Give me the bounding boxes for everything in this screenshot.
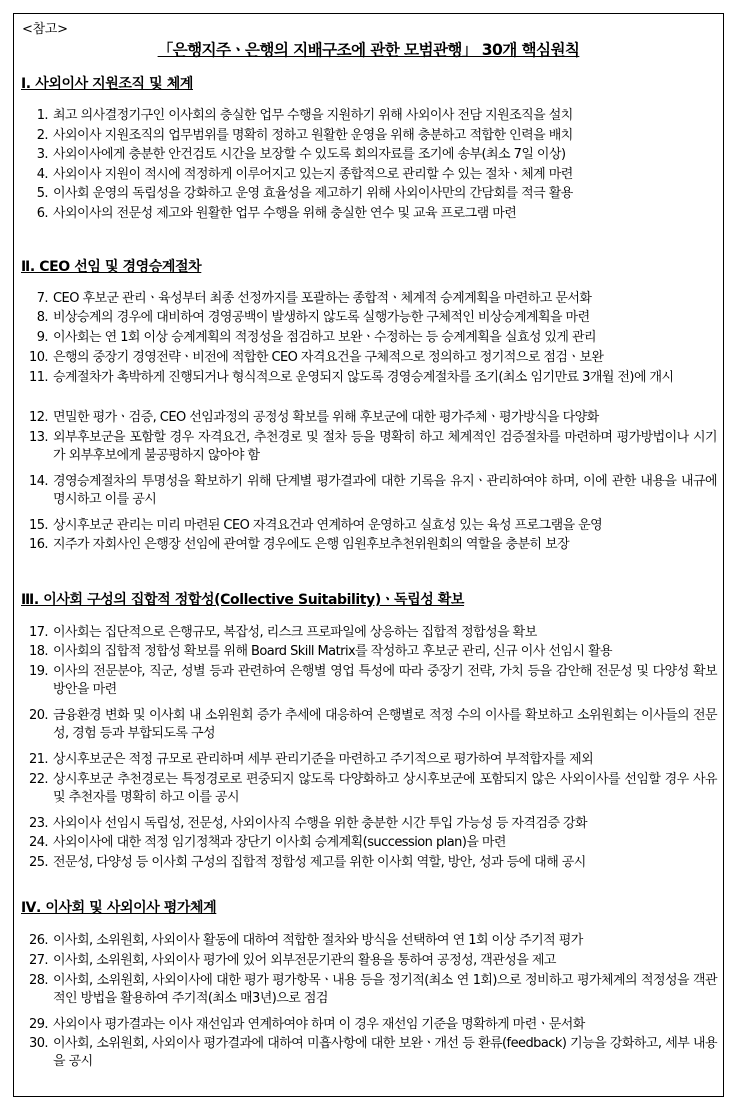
- principle-item: [21, 952, 719, 970]
- principle-text: 경영승계절차의 투명성을 확보하기 위해 단계별 평가결과에 대한 기록을 유지ㆍ관리하여야 하며, 이에 관한 내용을 내규에 명시하고 이를 공시: [53, 474, 717, 507]
- principle-item: [21, 166, 719, 184]
- principle-number: 24.: [28, 835, 48, 850]
- principle-text: 상시후보군 관리는 미리 마련된 CEO 자격요건과 연계하여 운영하고 실효성 있는 육성 프로그램을 운영: [53, 518, 603, 533]
- principle-item: [21, 205, 719, 223]
- principle-item: [21, 707, 719, 743]
- principle-text: 이사회는 집단적으로 은행규모, 복잡성, 리스크 프로파일에 상응하는 집합적 정합성을 확보: [53, 625, 537, 640]
- section-heading: Ⅲ. 이사회 구성의 집합적 정합성(Collective Suitability)ㆍ독립성 확보: [21, 592, 465, 608]
- principle-number: 14.: [28, 474, 48, 489]
- principle-item: [21, 127, 719, 145]
- principle-text: 이사회는 연 1회 이상 승계계획의 적정성을 점검하고 보완ㆍ수정하는 등 승계계획을 실효성 있게 관리: [53, 330, 597, 345]
- principle-text: 면밀한 평가ㆍ검증, CEO 선임과정의 공정성 확보를 위해 후보군에 대한 평가주체ㆍ평가방식을 다양화: [53, 410, 599, 425]
- principle-number: 8.: [36, 310, 48, 325]
- principle-item: [21, 972, 719, 1008]
- principle-text: 상시후보군은 적정 규모로 관리하며 세부 관리기준을 마련하고 주기적으로 평가하여 부적합자를 제외: [53, 752, 594, 767]
- principle-item: [21, 815, 719, 833]
- principle-item: [21, 146, 719, 164]
- principle-item: [21, 854, 719, 872]
- principle-number: 2.: [36, 128, 48, 143]
- principle-item: [21, 369, 719, 387]
- principle-text: 금융환경 변화 및 이사회 내 소위원회 증가 추세에 대응하여 은행별로 적정 수의 이사를 확보하고 소위원회는 이사들의 전문성, 경험 등과 부합되도록 구성: [53, 708, 717, 741]
- principle-number: 27.: [28, 953, 48, 968]
- principle-text: 이사회, 소위원회, 사외이사 평가결과에 대하여 미흡사항에 대한 보완ㆍ개선 등 환류(feedback) 기능을 강화하고, 세부 내용을 공시: [53, 1036, 717, 1069]
- principle-item: [21, 663, 719, 699]
- principle-text: 상시후보군 추천경로는 특정경로로 편중되지 않도록 다양화하고 상시후보군에 포함되지 않은 사외이사를 선임할 경우 사유 및 추천자를 명확히 하고 이를 공시: [53, 772, 717, 805]
- principle-item: [21, 624, 719, 642]
- principle-number: 15.: [28, 518, 48, 533]
- principle-text: 이사회, 소위원회, 사외이사 활동에 대하여 적합한 절차와 방식을 선택하여 연 1회 이상 주기적 평가: [53, 933, 583, 948]
- principle-text: 사외이사 지원조직의 업무범위를 명확히 정하고 원활한 운영을 위해 충분하고 적합한 인력을 배치: [53, 128, 573, 143]
- principle-number: 17.: [28, 625, 48, 640]
- principle-item: [21, 751, 719, 769]
- principle-text: 사외이사 선임시 독립성, 전문성, 사외이사직 수행을 위한 충분한 시간 투입 가능성 등 자격검증 강화: [53, 816, 588, 831]
- principle-text: 사외이사에게 충분한 안건검토 시간을 보장할 수 있도록 회의자료를 조기에 송부(최소 7일 이상): [53, 147, 566, 162]
- principle-text: 이사회의 집합적 정합성 확보를 위해 Board Skill Matrix를 작성하고 후보군 관리, 신규 이사 선임시 활용: [53, 644, 612, 659]
- principle-number: 10.: [28, 350, 48, 365]
- principle-text: 이사회 운영의 독립성을 강화하고 운영 효율성을 제고하기 위해 사외이사만의 간담회를 적극 활용: [53, 186, 573, 201]
- principle-number: 20.: [28, 708, 48, 723]
- principle-number: 30.: [28, 1036, 48, 1051]
- principle-number: 9.: [36, 330, 48, 345]
- principle-text: 사외이사 평가결과는 이사 재선임과 연계하여야 하며 이 경우 재선임 기준을 명확하게 마련ㆍ문서화: [53, 1017, 585, 1032]
- principle-number: 28.: [28, 973, 48, 988]
- principle-number: 18.: [28, 644, 48, 659]
- principle-text: 사외이사에 대한 적정 임기정책과 장단기 이사회 승계계획(succession plan)을 마련: [53, 835, 506, 850]
- principle-item: [21, 107, 719, 125]
- principle-number: 25.: [28, 855, 48, 870]
- principle-number: 22.: [28, 772, 48, 787]
- principle-number: 13.: [28, 430, 48, 445]
- principle-number: 19.: [28, 664, 48, 679]
- principle-number: 3.: [36, 147, 48, 162]
- principle-item: [21, 932, 719, 950]
- principle-text: 은행의 중장기 경영전략ㆍ비전에 적합한 CEO 자격요건을 구체적으로 정의하고 정기적으로 점검ㆍ보완: [53, 350, 604, 365]
- principle-item: [21, 290, 719, 308]
- principle-text: 이사회, 소위원회, 사외이사 평가에 있어 외부전문기관의 활용을 통하여 공정성, 객관성을 제고: [53, 953, 556, 968]
- principle-number: 12.: [28, 410, 48, 425]
- principle-text: 외부후보군을 포함할 경우 자격요건, 추천경로 및 절차 등을 명확히 하고 체계적인 검증절차를 마련하며 평가방법이나 시기가 외부후보에게 불공평하지 않아야 함: [53, 430, 717, 463]
- principle-number: 5.: [36, 186, 48, 201]
- principle-item: [21, 1035, 719, 1071]
- principle-number: 1.: [36, 108, 48, 123]
- section-heading: Ⅱ. CEO 선임 및 경영승계절차: [21, 259, 202, 275]
- principle-text: 전문성, 다양성 등 이사회 구성의 집합적 정합성 제고를 위한 이사회 역할, 방안, 성과 등에 대해 공시: [53, 855, 586, 870]
- principle-item: [21, 309, 719, 327]
- reference-box: [13, 13, 724, 1097]
- section-heading: Ⅰ. 사외이사 지원조직 및 체계: [21, 76, 193, 92]
- principle-text: 승계절차가 촉박하게 진행되거나 형식적으로 운영되지 않도록 경영승계절차를 조기(최소 임기만료 3개월 전)에 개시: [53, 370, 674, 385]
- principle-number: 26.: [28, 933, 48, 948]
- principle-text: 사외이사 지원이 적시에 적정하게 이루어지고 있는지 종합적으로 관리할 수 있는 절차ㆍ체계 마련: [53, 167, 573, 182]
- reference-tag: <참고>: [22, 22, 68, 37]
- principle-number: 16.: [28, 537, 48, 552]
- principle-text: 이사회, 소위원회, 사외이사에 대한 평가 평가항목ㆍ내용 등을 정기적(최소 연 1회)으로 정비하고 평가체계의 적정성을 객관적인 방법을 활용하여 주기적(최소 매3년)으로 점검: [53, 973, 717, 1006]
- principle-text: 이사의 전문분야, 직군, 성별 등과 관련하여 은행별 영업 특성에 따라 중장기 전략, 가치 등을 감안해 전문성 및 다양성 확보 방안을 마련: [53, 664, 717, 697]
- principle-item: [21, 834, 719, 852]
- principle-number: 11.: [28, 370, 48, 385]
- principle-item: [21, 429, 719, 465]
- principle-text: 최고 의사결정기구인 이사회의 충실한 업무 수행을 지원하기 위해 사외이사 전담 지원조직을 설치: [53, 108, 573, 123]
- document-title: 「은행지주ㆍ은행의 지배구조에 관한 모범관행」 30개 핵심원칙: [157, 41, 580, 59]
- section-heading: Ⅳ. 이사회 및 사외이사 평가체계: [21, 900, 217, 916]
- principle-number: 7.: [36, 291, 48, 306]
- principle-item: [21, 517, 719, 535]
- principle-number: 4.: [36, 167, 48, 182]
- principle-item: [21, 473, 719, 509]
- principle-item: [21, 329, 719, 347]
- principle-item: [21, 536, 719, 554]
- principle-item: [21, 185, 719, 203]
- principle-item: [21, 771, 719, 807]
- principle-text: CEO 후보군 관리ㆍ육성부터 최종 선정까지를 포괄하는 종합적ㆍ체계적 승계계획을 마련하고 문서화: [53, 291, 592, 306]
- principle-number: 21.: [28, 752, 48, 767]
- principle-item: [21, 349, 719, 367]
- principle-number: 29.: [28, 1017, 48, 1032]
- principle-item: [21, 643, 719, 661]
- principle-text: 지주가 자회사인 은행장 선임에 관여할 경우에도 은행 임원후보추천위원회의 역할을 충분히 보장: [53, 537, 570, 552]
- principle-item: [21, 1016, 719, 1034]
- principle-number: 23.: [28, 816, 48, 831]
- principle-text: 비상승계의 경우에 대비하여 경영공백이 발생하지 않도록 실행가능한 구체적인 비상승계계획을 마련: [53, 310, 590, 325]
- principle-item: [21, 409, 719, 427]
- principle-text: 사외이사의 전문성 제고와 원활한 업무 수행을 위해 충실한 연수 및 교육 프로그램 마련: [53, 206, 517, 221]
- principle-number: 6.: [36, 206, 48, 221]
